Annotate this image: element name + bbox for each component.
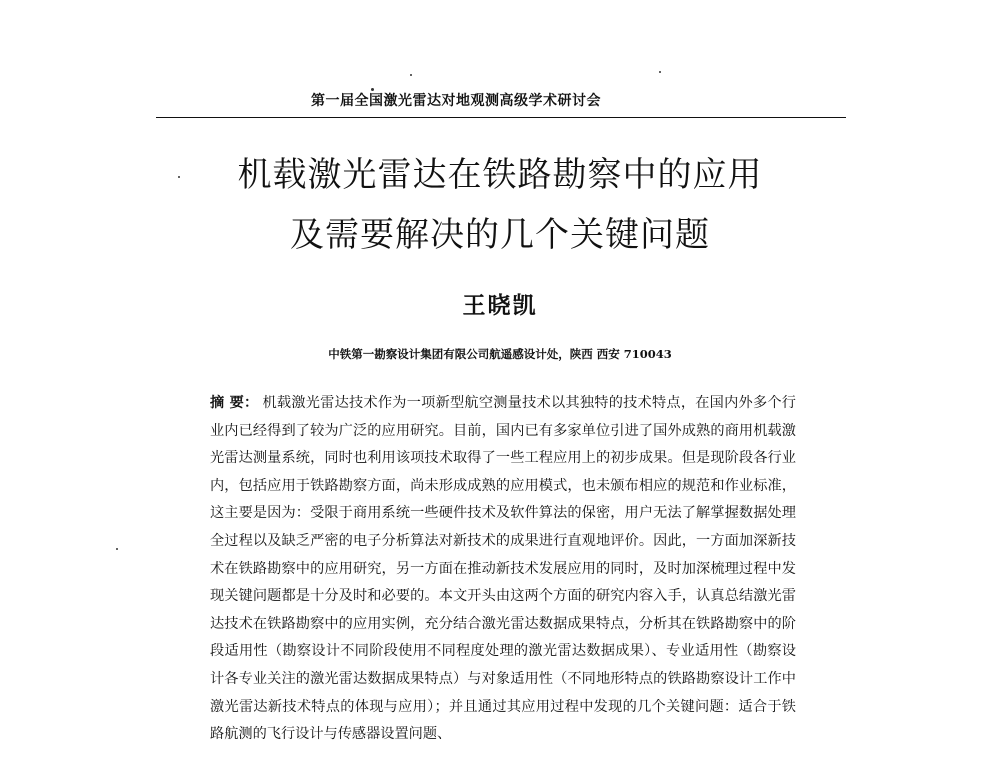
scan-speck [116,548,118,550]
paper-title-line-2: 及需要解决的几个关键问题 [290,215,710,255]
author-name: 王晓凯 [462,293,538,319]
scan-speck [659,71,661,73]
abstract-text: 机载激光雷达技术作为一项新型航空测量技术以其独特的技术特点，在国内外多个行业内已经得到了较为广泛的应用研究。目前，国内已有多家单位引进了国外成熟的商用机载激光雷达测量系统，同时也利用该项技术取得了一些工程应用上的初步成果。但是现阶段各行业内，包括应用于铁路勘察方面，尚未形成成熟的应用模式，也未颁布相应的规范和作业标准，这主要是因为：受限于商用系统一些硬件技术及软件算法的保密，用户无法了解掌握数据处理全过程以及缺乏严密的电子分析算法对新技术的成果进行直观地评价。因此，一方面加深新技术在铁路勘察中的应用研究，另一方面在推动新技术发展应用的同时，及时加深梳理过程中发现关键问题都是十分及时和必要的。本文开头由这两个方面的研究内容入手，认真总结激光雷达技术在铁路勘察中的应用实例，充分结合激光雷达数据成果特点，分析其在铁路勘察中的阶段适用性（勘察设计不同阶段使用不同程度处理的激光雷达数据成果）、专业适用性（勘察设计各专业关注的激光雷达数据成果特点）与对象适用性（不同地形特点的铁路勘察设计工作中激光雷达新技术特点的体现与应用）；并且通过其应用过程中发现的几个关键问题：适合于铁路航测的飞行设计与传感器设置问题、 [210,395,796,743]
scan-speck [410,74,412,76]
abstract-label: 摘 要： [210,395,259,411]
abstract [210,390,796,749]
author-affiliation: 中铁第一勘察设计集团有限公司航遥感设计处，陕西 西安 710043 [328,347,672,361]
paper-title-line-1: 机载激光雷达在铁路勘察中的应用 [237,155,763,195]
conference-header: 第一届全国激光雷达对地观测高级学术研讨会 [311,93,601,109]
header-rule [156,117,846,118]
